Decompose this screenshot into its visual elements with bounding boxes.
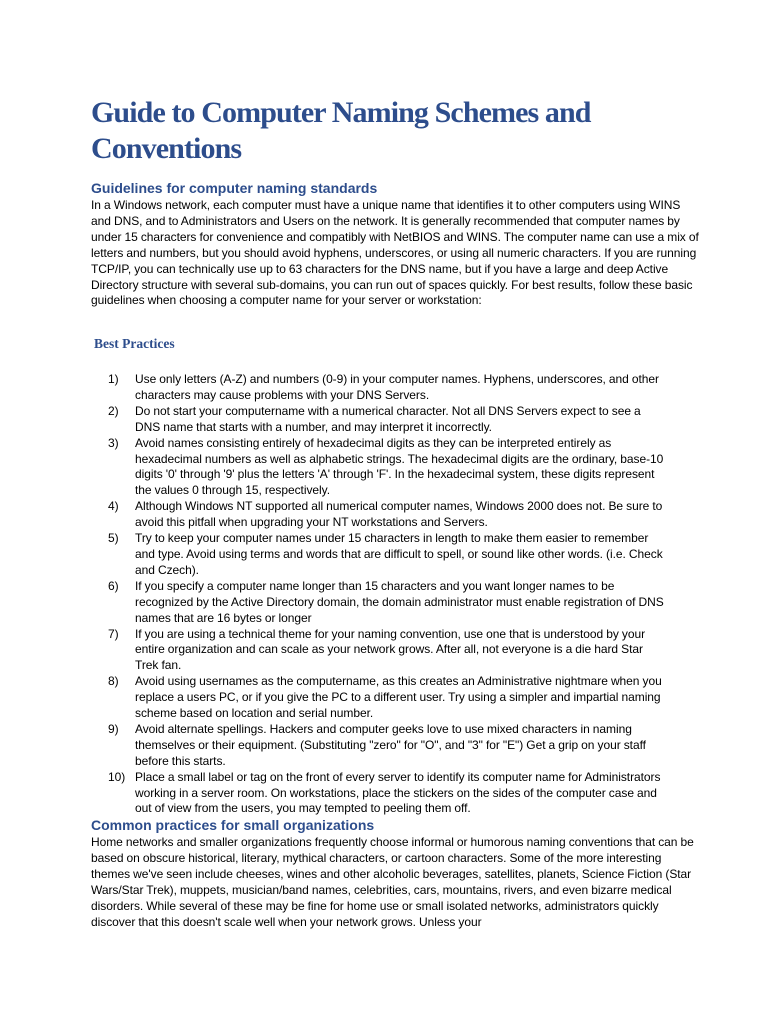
list-item-text: Try to keep your computer names under 15 characters in length to make them easier to remember and type. Avoid using terms and words that are difficult to spell, or sound like other words. (i.e. Check and Czech). (135, 531, 663, 577)
list-item-number: 2) (108, 403, 119, 418)
list-item-number: 1) (108, 372, 119, 386)
list-item-text: Although Windows NT supported all numerical computer names, Windows 2000 does not. Be sure to avoid this pitfall when upgrading your NT workstations and Servers. (135, 499, 663, 530)
list-item-number: 10) (108, 769, 126, 784)
list-item-number: 8) (108, 674, 119, 689)
list-item-text: Do not start your computername with a numerical character. Not all DNS Servers expect to see a DNS name that starts with a number, and may interpret it incorrectly. (135, 403, 641, 434)
list-item (108, 404, 668, 436)
document-title: Guide to Computer Naming Schemes and Conventions (91, 96, 591, 165)
list-item (108, 436, 668, 500)
list-item-text: If you are using a technical theme for your naming convention, use one that is understood by your entire organization and can scale as your network grows. After all, not everyone is a die hard Star Trek fan. (135, 626, 646, 673)
section-paragraph-guidelines: In a Windows network, each computer must have a unique name that identifies it to other computers using WINS and DNS, and to Administrators and Users on the network. It is generally recommended that computer names by under 15 characters for convenience and compatibly with NetBIOS and WINS. The computer name can use a mix of letters and numbers, but you should avoid hyphens, underscores, or using all numeric characters. If you are running TCP/IP, you can technically use up to 63 characters for the DNS name, but if you have a large and deep Active Directory structure with several sub-domains, you can run out of spaces quickly. For best results, follow these basic guidelines when choosing a computer name for your server or workstation: (91, 198, 699, 308)
section-heading-guidelines: Guidelines for computer naming standards (91, 180, 378, 196)
section-heading-small-organizations: Common practices for small organizations (91, 817, 375, 833)
list-item-text: Place a small label or tag on the front of every server to identify its computer name for Administrators working in a server room. On workstations, place the stickers on the sides of the computer case and out of view from the users, you may tempted to peeling them off. (135, 769, 661, 816)
list-item (108, 674, 668, 722)
list-item (108, 372, 668, 404)
list-item-text: Avoid alternate spellings. Hackers and computer geeks love to use mixed characters in naming themselves or their equipment. (Substituting "zero" for "O", and "3" for "E") Get a grip on your staff before this starts. (135, 721, 646, 768)
subheading-best-practices: Best Practices (94, 336, 175, 351)
list-item (108, 531, 668, 579)
list-item (108, 770, 668, 818)
list-item-number: 3) (108, 435, 119, 450)
list-item-number: 7) (108, 626, 119, 641)
list-item (108, 579, 668, 627)
list-item-text: If you specify a computer name longer than 15 characters and you want longer names to be recognized by the Active Directory domain, the domain administrator must enable registration of DNS names that are 16 bytes or longer (135, 578, 664, 625)
list-item-text: Avoid using usernames as the computername, as this creates an Administrative nightmare when you replace a users PC, or if you give the PC to a different user. Try using a simpler and impartial naming scheme based on location and serial number. (135, 674, 662, 721)
list-item-number: 4) (108, 499, 119, 514)
list-item-number: 6) (108, 578, 119, 593)
list-item (108, 627, 668, 675)
best-practices-list (108, 372, 668, 817)
list-item-text: Use only letters (A-Z) and numbers (0-9) in your computer names. Hyphens, underscores, and other characters may cause problems with your DNS Servers. (135, 372, 659, 402)
section-paragraph-small-organizations: Home networks and smaller organizations frequently choose informal or humorous naming conventions that can be based on obscure historical, literary, mythical characters, or cartoon characters. Some of the more interesting themes we've seen include cheeses, wines and other alcoholic beverages, satellites, planets, Science Fiction (Star Wars/Star Trek), muppets, musician/band names, celebrities, cars, mountains, rivers, and even bizarre medical disorders. While several of these may be fine for home use or small isolated networks, administrators quickly discover that this doesn't scale well when your network grows. Unless your (91, 835, 694, 929)
list-item-text: Avoid names consisting entirely of hexadecimal digits as they can be interpreted entirely as hexadecimal numbers as well as alphabetic strings. The hexadecimal digits are the ordinary, base-10 digits '0' through '9' plus the letters 'A' through 'F'. In the hexadecimal system, these digits represent the values 0 through 15, respectively. (135, 435, 664, 498)
list-item-number: 5) (108, 531, 119, 546)
list-item-number: 9) (108, 721, 119, 736)
list-item (108, 499, 668, 531)
list-item (108, 722, 668, 770)
